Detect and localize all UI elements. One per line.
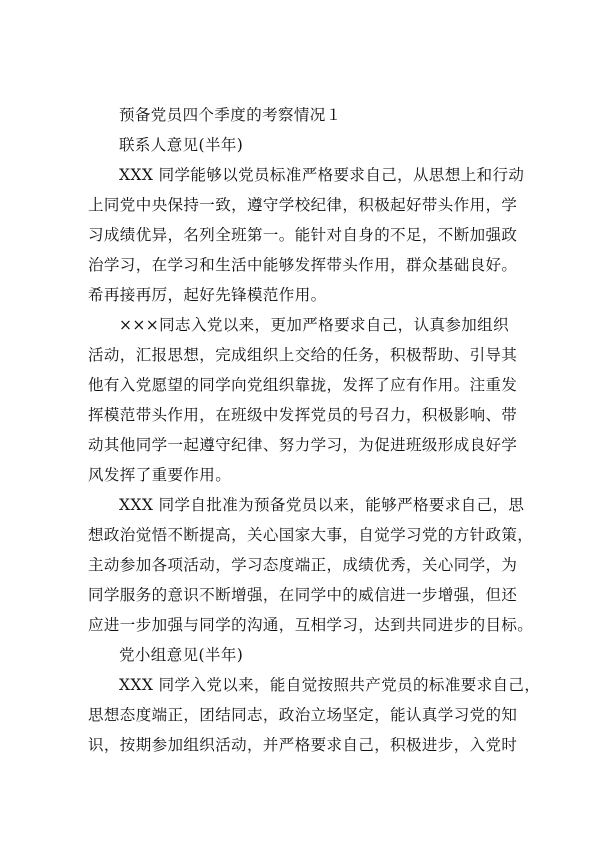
text-line: 希再接再厉，起好先锋模范作用。	[88, 286, 327, 304]
paragraph	[88, 160, 526, 310]
text-line: XXX 同学能够以党员标准严格要求自己，从思想上和行动	[119, 166, 525, 184]
paragraph	[88, 670, 541, 760]
text-line: 他有入党愿望的同学向党组织靠拢，发挥了应有作用。注重发	[88, 376, 518, 394]
text-line: 应进一步加强与同学的沟通，互相学习，达到共同进步的目标。	[88, 616, 534, 634]
text-line: 活动，汇报思想，完成组织上交给的任务，积极帮助、引导其	[88, 346, 518, 364]
text-line: XXX 同学自批准为预备党员以来，能够严格要求自己，思	[119, 496, 525, 514]
text-line: 治学习，在学习和生活中能够发挥带头作用，群众基础良好。	[88, 256, 518, 274]
text-line: 同学服务的意识不断增强，在同学中的威信进一步增强，但还	[88, 586, 518, 604]
text-line: 思想态度端正，团结同志，政治立场坚定，能认真学习党的知	[88, 706, 518, 724]
text-line: 识，按期参加组织活动，并严格要求自己，积极进步，入党时	[88, 736, 518, 754]
text-line: 风发挥了重要作用。	[88, 466, 232, 484]
paragraph	[88, 310, 526, 490]
text-line: 挥模范带头作用，在班级中发挥党员的号召力，积极影响、带	[88, 406, 518, 424]
text-line: XXX 同学入党以来，能自觉按照共产党员的标准要求自己，	[119, 676, 541, 694]
text-line: 想政治觉悟不断提高，关心国家大事，自觉学习党的方针政策，	[88, 526, 534, 544]
text-line: 动其他同学一起遵守纪律、努力学习，为促进班级形成良好学	[88, 436, 518, 454]
text-line: 主动参加各项活动，学习态度端正，成绩优秀，关心同学，为	[88, 556, 518, 574]
document-body	[88, 100, 541, 760]
text-line: 上同党中央保持一致，遵守学校纪律，积极起好带头作用，学	[88, 196, 518, 214]
text-line: 习成绩优异，名列全班第一。能针对自身的不足，不断加强政	[88, 226, 518, 244]
section-heading-party-group: 党小组意见(半年)	[119, 646, 244, 664]
paragraph	[88, 490, 534, 640]
document-title: 预备党员四个季度的考察情况１	[119, 106, 342, 124]
text-line: ×××同志入党以来，更加严格要求自己，认真参加组织	[119, 316, 509, 334]
section-heading-liaison: 联系人意见(半年)	[119, 136, 244, 154]
